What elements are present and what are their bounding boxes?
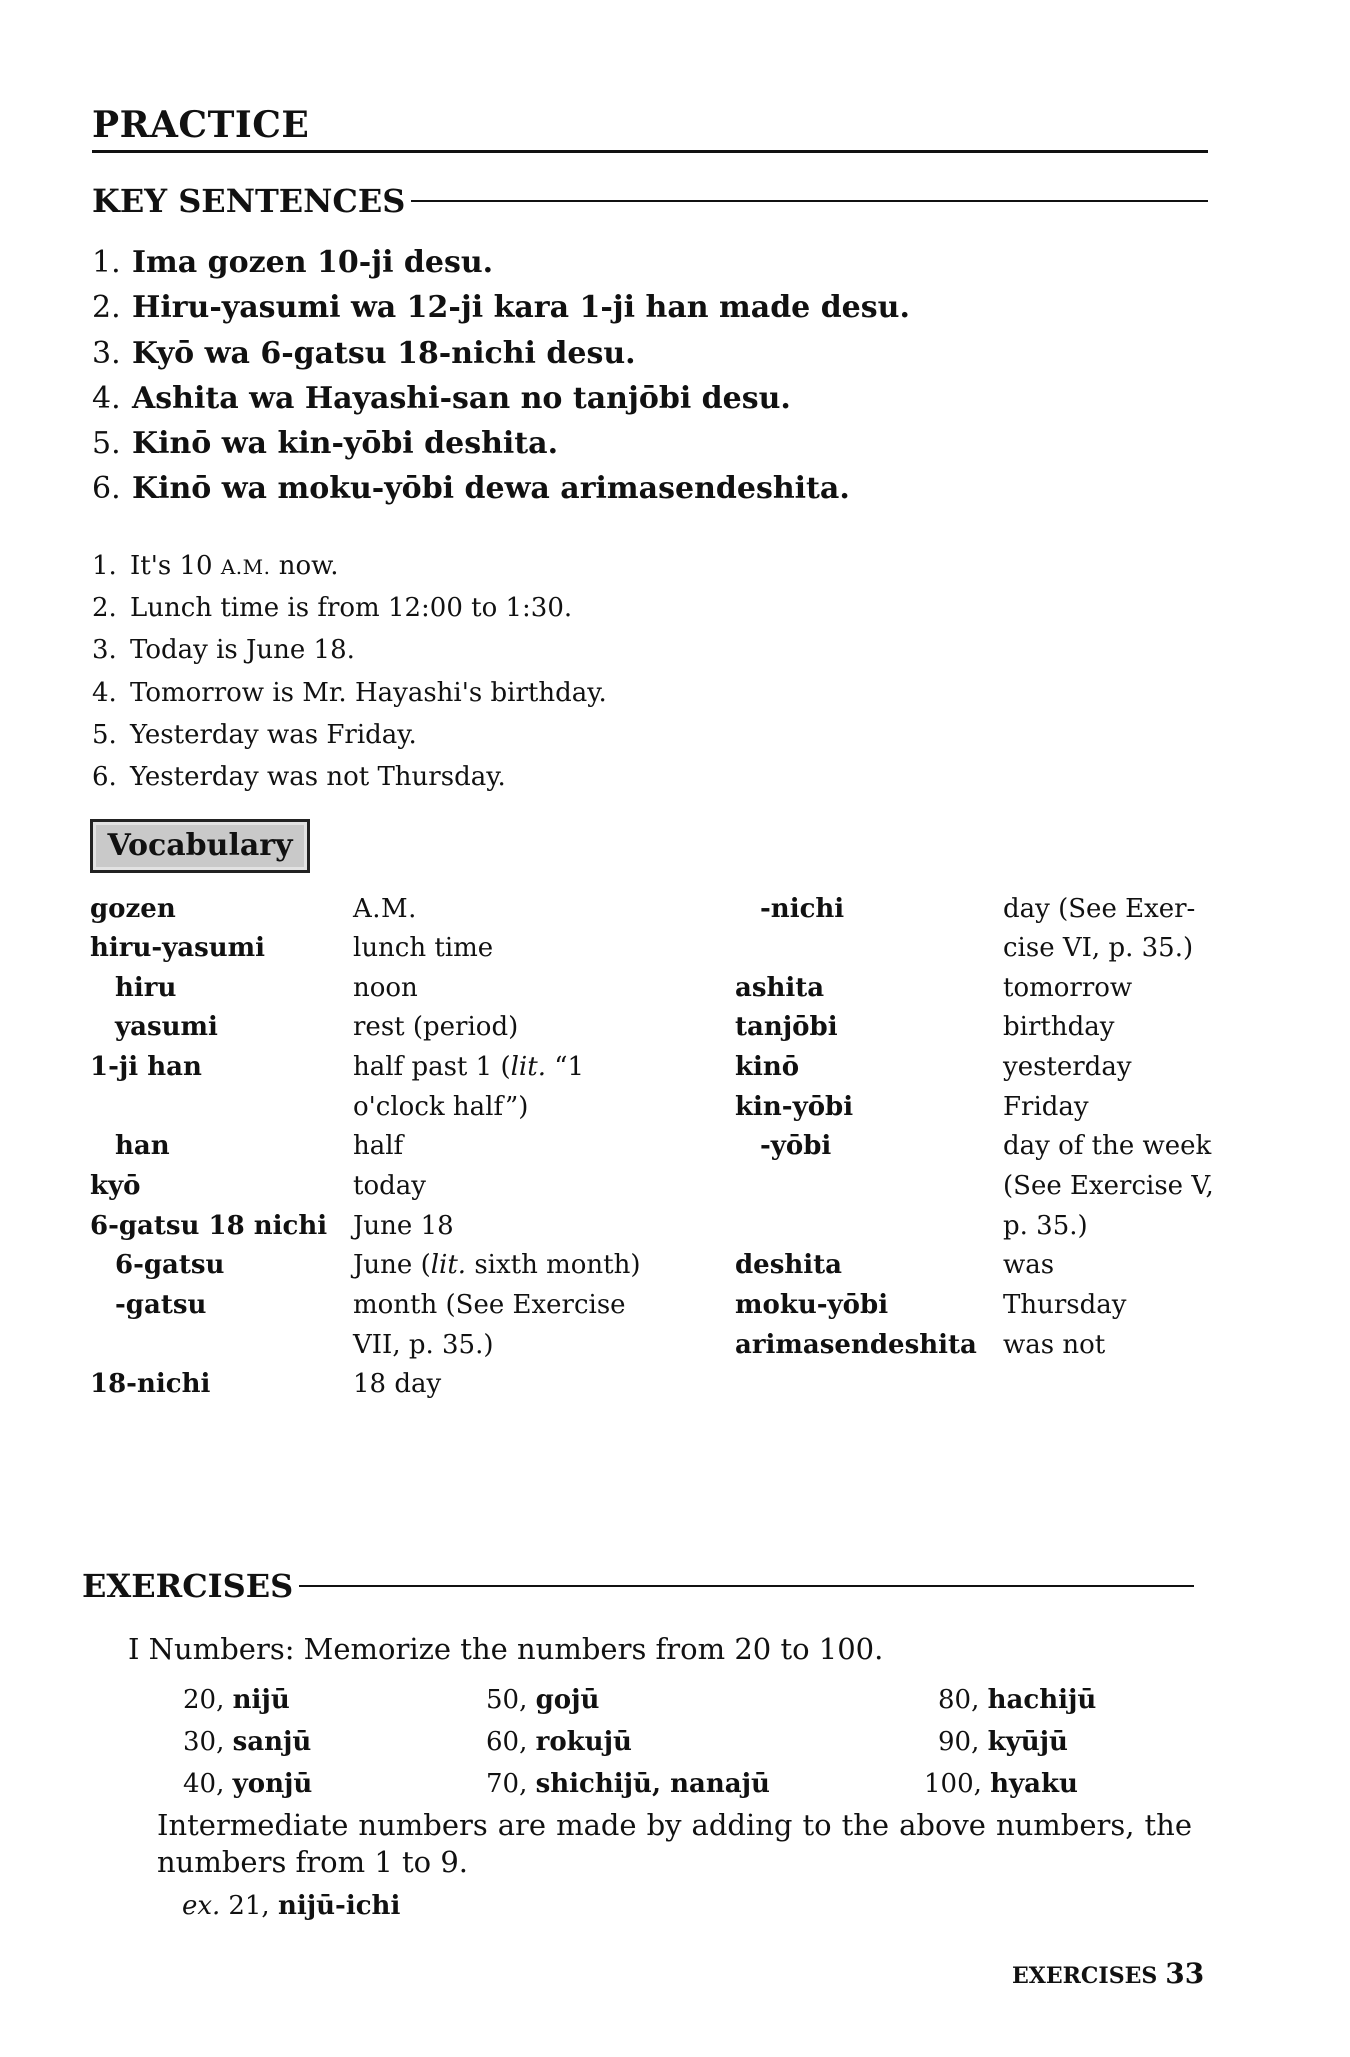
vocab-term: 1-ji han bbox=[90, 1052, 202, 1082]
number-item: 50, gojū bbox=[486, 1685, 600, 1715]
vocab-definition: lunch time bbox=[353, 933, 494, 963]
vocab-term: -yōbi bbox=[760, 1131, 832, 1161]
vocab-definition: yesterday bbox=[1003, 1052, 1132, 1082]
key-sentence: 2. Hiru-yasumi wa 12-ji kara 1-ji han made desu. bbox=[92, 290, 910, 326]
vocab-definition: day of the week bbox=[1003, 1131, 1212, 1161]
vocab-definition: o'clock half”) bbox=[353, 1092, 529, 1122]
vocab-term: moku-yōbi bbox=[735, 1290, 889, 1320]
vocab-term: 18-nichi bbox=[90, 1369, 211, 1399]
exercises-heading-text: EXERCISES bbox=[82, 1567, 294, 1605]
page-footer bbox=[1012, 1954, 1205, 1996]
vocab-definition: A.M. bbox=[353, 894, 417, 924]
vocab-definition: today bbox=[353, 1171, 426, 1201]
vocab-definition: month (See Exercise bbox=[353, 1290, 626, 1320]
vocab-definition: birthday bbox=[1003, 1012, 1115, 1042]
vocab-definition: cise VI, p. 35.) bbox=[1003, 933, 1194, 963]
vocab-term: kinō bbox=[735, 1052, 800, 1082]
vocab-term: kin-yōbi bbox=[735, 1092, 854, 1122]
vocab-definition: June 18 bbox=[353, 1211, 454, 1241]
page-number: 33 bbox=[1165, 1957, 1205, 1990]
vocab-term: -nichi bbox=[760, 894, 845, 924]
vocab-definition: (See Exercise V, bbox=[1003, 1171, 1214, 1201]
translation: 2. Lunch time is from 12:00 to 1:30. bbox=[92, 593, 573, 624]
vocab-term: deshita bbox=[735, 1250, 842, 1280]
vocab-definition: Thursday bbox=[1003, 1290, 1127, 1320]
key-sentence: 1. Ima gozen 10-ji desu. bbox=[92, 245, 494, 280]
vocab-definition: was bbox=[1003, 1250, 1055, 1280]
vocab-term: kyō bbox=[90, 1171, 141, 1201]
number-item: 80, hachijū bbox=[938, 1685, 1097, 1715]
exercises-heading bbox=[82, 1566, 1194, 1606]
heading-rule bbox=[299, 1585, 1194, 1587]
heading-rule bbox=[411, 200, 1208, 202]
translation: 5. Yesterday was Friday. bbox=[92, 719, 417, 750]
vocab-definition: half past 1 (lit. “1 bbox=[353, 1052, 585, 1082]
vocab-term: ashita bbox=[735, 973, 825, 1003]
vocab-term: gozen bbox=[90, 894, 176, 924]
vocab-term: -gatsu bbox=[115, 1290, 207, 1320]
vocab-definition: rest (period) bbox=[353, 1012, 519, 1042]
vocab-term: 6-gatsu bbox=[115, 1250, 225, 1280]
number-item: 30, sanjū bbox=[183, 1727, 312, 1757]
footer-section: EXERCISES bbox=[1012, 1963, 1158, 1989]
key-sentences-heading bbox=[92, 181, 1208, 221]
vocab-definition: was not bbox=[1003, 1330, 1106, 1360]
translation: 1. It's 10 A.M. now. bbox=[92, 551, 339, 581]
vocab-term: tanjōbi bbox=[735, 1012, 838, 1042]
number-item: 70, shichijū, nanajū bbox=[486, 1769, 770, 1799]
translation: 4. Tomorrow is Mr. Hayashi's birthday. bbox=[92, 677, 607, 708]
translation: 6. Yesterday was not Thursday. bbox=[92, 761, 506, 792]
vocab-definition: VII, p. 35.) bbox=[353, 1330, 494, 1360]
number-item: 20, nijū bbox=[183, 1685, 290, 1715]
key-sentences-heading-text: KEY SENTENCES bbox=[92, 182, 406, 220]
key-sentence: 6. Kinō wa moku-yōbi dewa arimasendeshita. bbox=[92, 471, 850, 507]
vocab-definition: p. 35.) bbox=[1003, 1211, 1088, 1241]
example-line: ex. 21, nijū-ichi bbox=[182, 1891, 401, 1921]
exercise-1-title: I Numbers: Memorize the numbers from 20 to 100. bbox=[128, 1632, 884, 1666]
vocab-term: hiru bbox=[115, 973, 177, 1003]
vocab-term: 6-gatsu 18 nichi bbox=[90, 1211, 328, 1241]
translation: 3. Today is June 18. bbox=[92, 635, 355, 666]
number-item: 40, yonjū bbox=[183, 1769, 313, 1799]
key-sentence: 5. Kinō wa kin-yōbi deshita. bbox=[92, 426, 559, 462]
translation-list bbox=[92, 545, 1202, 798]
vocab-term: hiru-yasumi bbox=[90, 933, 266, 963]
vocab-definition: June (lit. sixth month) bbox=[353, 1250, 641, 1280]
number-item: 60, rokujū bbox=[486, 1727, 632, 1757]
key-sentence: 4. Ashita wa Hayashi-san no tanjōbi desu. bbox=[92, 380, 791, 416]
vocab-definition: day (See Exer- bbox=[1003, 894, 1196, 924]
vocab-definition: half bbox=[353, 1131, 404, 1161]
vocab-definition: 18 day bbox=[353, 1369, 442, 1399]
vocab-definition: noon bbox=[353, 973, 418, 1003]
vocab-term: yasumi bbox=[115, 1012, 218, 1042]
intermediate-numbers-text: Intermediate numbers are made by adding to the above numbers, the numbers from 1 to 9. bbox=[157, 1808, 1192, 1879]
number-item: 100, hyaku bbox=[924, 1769, 1078, 1799]
vocab-definition: tomorrow bbox=[1003, 973, 1133, 1003]
key-sentences-list bbox=[92, 240, 1202, 512]
number-item: 90, kyūjū bbox=[938, 1727, 1068, 1757]
vocab-term: arimasendeshita bbox=[735, 1330, 977, 1360]
example-label: ex. bbox=[182, 1891, 221, 1921]
vocab-term: han bbox=[115, 1131, 170, 1161]
vocabulary-badge: Vocabulary bbox=[90, 819, 310, 873]
practice-title: PRACTICE bbox=[92, 104, 1208, 153]
key-sentence: 3. Kyō wa 6-gatsu 18-nichi desu. bbox=[92, 335, 636, 371]
vocab-definition: Friday bbox=[1003, 1092, 1089, 1122]
